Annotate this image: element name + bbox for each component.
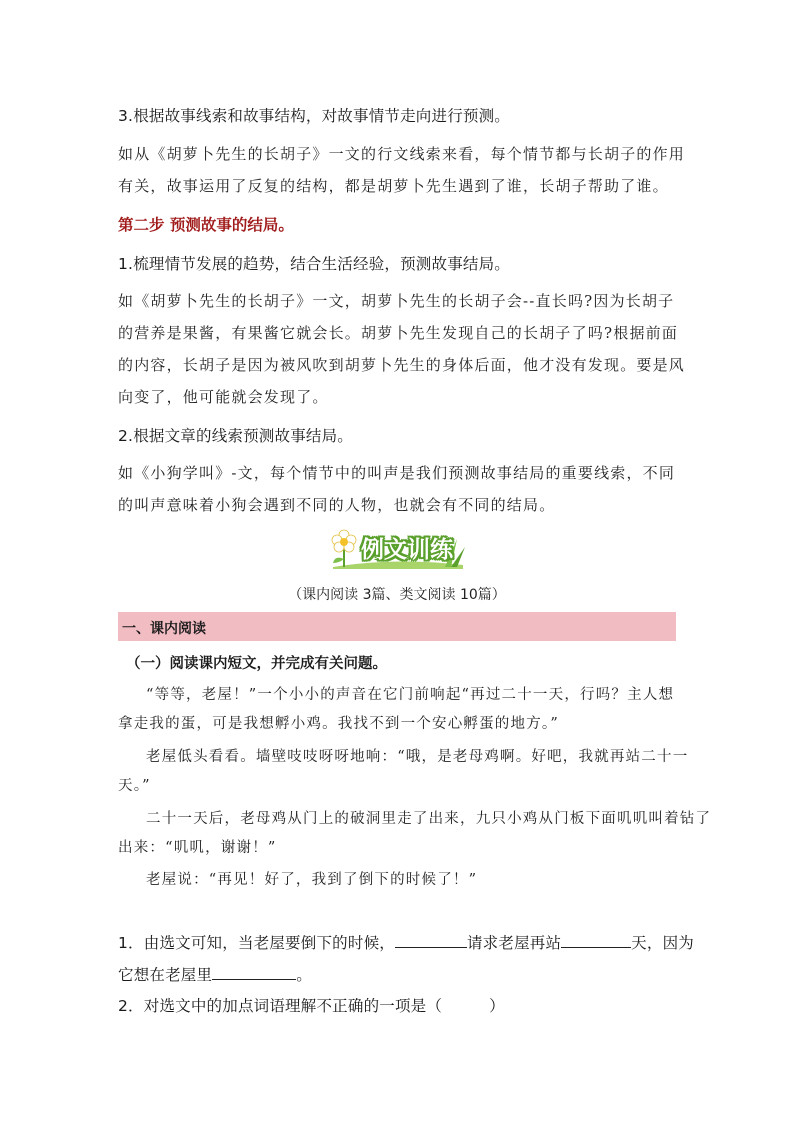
banner-subtitle: （课内阅读 3篇、类文阅读 10篇）: [288, 587, 506, 603]
example-line: 的叫声意味着小狗会遇到不同的人物，也就会有不同的结局。: [118, 496, 556, 514]
section-header-bar: [118, 612, 676, 641]
passage-line: 出来：“叽叽，谢谢！”: [118, 840, 277, 856]
example-line: 的内容，长胡子是因为被风吹到胡萝卜先生的身体后面，他才没有发现。要是风: [118, 356, 686, 374]
example-line: 有关，故事运用了反复的结构，都是胡萝卜先生遇到了谁，长胡子帮助了谁。: [118, 177, 669, 195]
passage-line: 老屋低头看看。墙壁吱吱呀呀地响：“哦，是老母鸡啊。好吧，我就再站二十一: [146, 749, 689, 765]
example-line: 如《胡萝卜先生的长胡子》一文，胡萝卜先生的长胡子会--直长吗?因为长胡子: [118, 292, 675, 310]
example-line: 如从《胡萝卜先生的长胡子》一文的行文线索来看，每个情节都与长胡子的作用: [118, 145, 686, 163]
question-2: 2．对选文中的加点词语理解不正确的一项是（ ）: [118, 997, 505, 1015]
passage-line: “等等，老屋！”一个小小的声音在它门前响起“再过二十一天，行吗？主人想: [146, 687, 675, 703]
section-title: 一、课内阅读: [122, 621, 206, 637]
flower-icon: [332, 530, 356, 567]
passage-line: 老屋说：“再见！好了，我到了倒下的时候了！”: [146, 872, 478, 888]
example-line: 如《小狗学叫》-文，每个情节中的叫声是我们预测故事结局的重要线索，不同: [118, 464, 676, 482]
tip-2: 2.根据文章的线索预测故事结局。: [118, 427, 353, 445]
answer-blank[interactable]: [212, 963, 296, 980]
answer-blank[interactable]: [395, 931, 467, 948]
banner-title: 例文训练: [361, 537, 453, 563]
passage-line: 二十一天后，老母鸡从门上的破洞里走了出来，九只小鸡从门板下面叽叽叫着钻了: [146, 811, 712, 827]
example-line: 的营养是果酱，有果酱它就会长。胡萝卜先生发现自己的长胡子了吗?根据前面: [118, 324, 679, 342]
step-2-heading: 第二步 预测故事的结局。: [118, 216, 294, 234]
passage-line: 拿走我的蛋，可是我想孵小鸡。我找不到一个安心孵蛋的地方。”: [118, 716, 559, 732]
passage-line: 天。”: [118, 778, 151, 794]
example-training-banner: [327, 527, 467, 571]
tip-1: 1.梳理情节发展的趋势，结合生活经验，预测故事结局。: [118, 255, 510, 273]
answer-blank[interactable]: [561, 931, 631, 948]
example-line: 向变了，他可能就会发现了。: [118, 388, 329, 406]
question-1-cont: 它想在老屋里 。: [118, 963, 312, 985]
tip-3: 3.根据故事线索和故事结构，对故事情节走向进行预测。: [118, 107, 510, 125]
question-1: 1．由选文可知，当老屋要倒下的时候， 请求老屋再站 天，因为: [118, 931, 694, 953]
task-title: （一）阅读课内短文，并完成有关问题。: [126, 656, 387, 672]
